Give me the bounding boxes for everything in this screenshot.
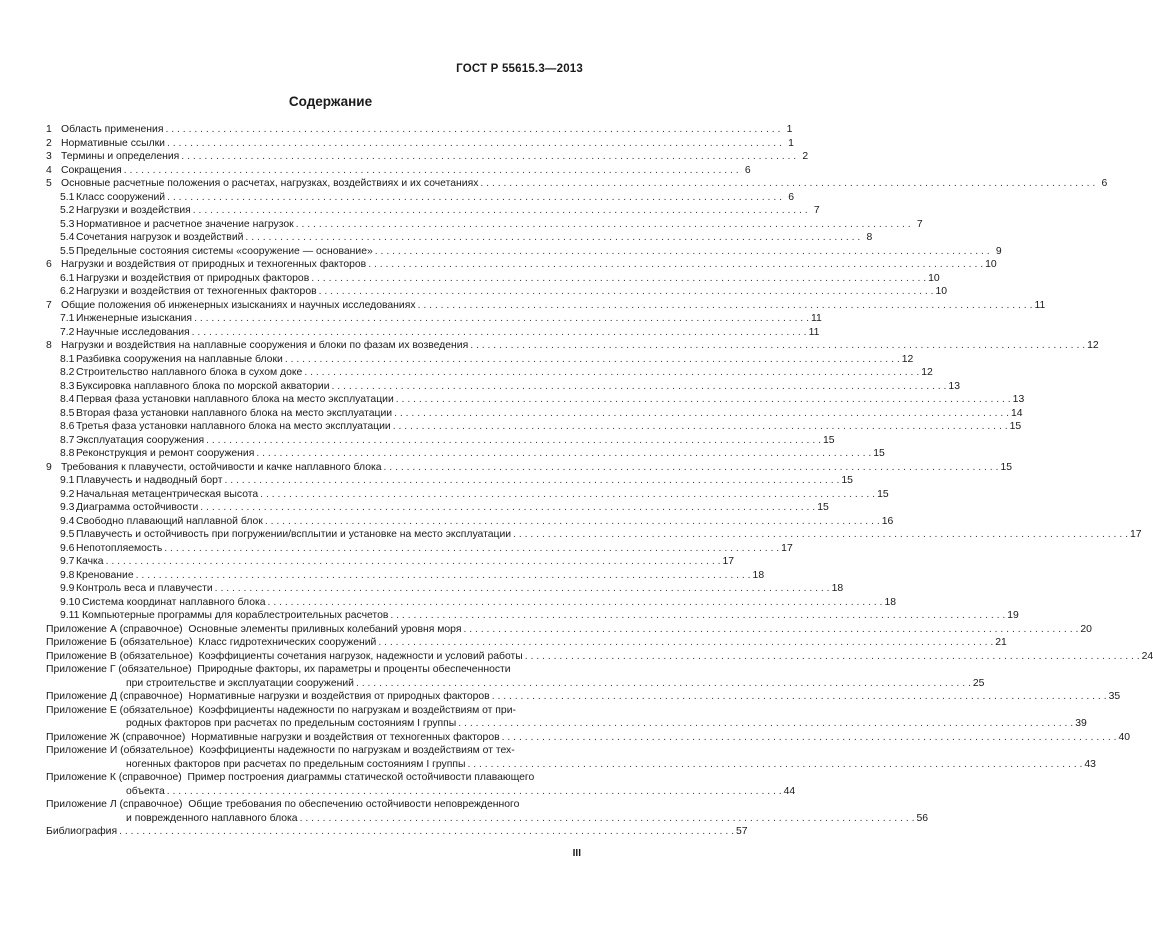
toc-entry-title: Требования к плавучести, остойчивости и качке наплавного блока [61,461,382,473]
toc-entry-page: 17 [722,556,735,567]
toc-appendix-label: Приложение Д (справочное) [46,691,183,702]
toc-leader-dots [192,326,807,340]
toc-entry-title: Нормативное и расчетное значение нагрузок [76,218,294,230]
toc-appendix-entry[interactable] [46,663,985,690]
toc-entry-page: 20 [1080,623,1092,635]
toc-entry-title: Нормативные ссылки [61,137,165,149]
toc-entry[interactable] [46,515,894,529]
toc-entry-title: Сочетания нагрузок и воздействий [76,232,244,243]
toc-entry-number: 8.4 [60,394,75,405]
toc-leader-dots [194,312,809,326]
toc-entry-number: 8 [46,340,52,351]
toc-entry-number: 5.5 [60,245,75,257]
toc-leader-dots [200,501,815,515]
toc-entry-page: 10 [928,272,940,284]
toc-leader-dots [167,785,782,799]
toc-entry[interactable] [46,123,793,137]
toc-appendix-title: объекта [126,785,165,797]
toc-leader-dots [215,582,830,596]
toc-entry-page: 11 [810,313,822,324]
toc-appendix-line [46,690,1121,704]
toc-entry-page: 18 [831,583,844,594]
toc-entry-title: Основные расчетные положения о расчетах, нагрузках, воздействиях и их сочетаниях [61,178,479,189]
toc-entry-title: Нагрузки и воздействия от техногенных факторов [76,286,317,297]
toc-appendix-entry[interactable] [46,798,929,825]
toc-leader-dots [492,690,1107,704]
toc-entry-number: 9.3 [60,502,75,513]
toc-entry-title: Разбивка сооружения на наплавные блоки [76,353,283,365]
toc-leader-dots [463,623,1078,637]
toc-entry-page: 57 [736,826,748,837]
toc-appendix-line [46,731,1131,745]
toc-leader-dots [265,515,880,529]
toc-entry[interactable] [46,285,948,299]
toc-appendix-label: Приложение Г (обязательное) [46,664,192,675]
toc-leader-dots [300,812,915,826]
toc-appendix-line [46,744,583,758]
toc-appendix-label: Приложение А (справочное) [46,623,183,635]
table-of-contents [46,123,1153,839]
toc-entry[interactable] [46,501,829,515]
toc-entry-page: 15 [817,502,829,513]
toc-leader-dots [193,204,808,218]
toc-leader-dots [480,177,1095,191]
toc-leader-dots [167,191,782,205]
toc-entry[interactable] [46,258,997,272]
toc-entry-page: 15 [841,475,853,486]
toc-leader-dots [224,474,839,488]
toc-appendix-line [46,717,1087,731]
toc-entry[interactable] [46,326,820,340]
toc-entry-title: Нагрузки и воздействия от природных и техногенных факторов [61,259,367,270]
toc-appendix-line [46,704,583,718]
toc-sections [46,123,1142,623]
toc-entry-number: 8.7 [60,434,75,446]
toc-appendix-entry[interactable] [46,690,1121,704]
toc-leader-dots [245,231,860,245]
toc-entry-page: 13 [948,380,960,392]
toc-appendix-label: Приложение Б (обязательное) [46,637,193,648]
toc-appendix-entry[interactable] [46,704,1087,731]
toc-leader-dots [285,353,900,367]
toc-entry-page: 6 [788,191,794,203]
toc-appendix-entry[interactable] [46,636,1007,650]
toc-entry[interactable] [46,542,793,556]
toc-entry[interactable] [46,299,1046,313]
toc-entry-page: 15 [873,448,885,459]
page-title: Содержание [288,94,373,109]
toc-appendix-title: Класс гидротехнических сооружений [198,637,377,648]
toc-leader-dots [513,528,1128,542]
toc-leader-dots [124,164,739,178]
toc-entry-page: 15 [877,488,889,500]
toc-entry-number: 5.2 [60,205,75,216]
toc-entry-number: 8.3 [60,380,75,392]
toc-entry-number: 5.1 [60,191,75,203]
toc-entry-title: Буксировка наплавного блока по морской акватории [76,380,330,392]
toc-entry-title: Строительство наплавного блока в сухом доке [76,367,303,378]
toc-entry-number: 5.4 [60,232,75,243]
toc-entry[interactable] [46,393,1025,407]
toc-entry-page: 9 [995,245,1002,257]
toc-entry[interactable] [46,420,1022,434]
toc-leader-dots [384,461,999,475]
toc-entry-number: 9 [46,461,52,473]
toc-appendix-line [46,636,1007,650]
toc-entry-number: 8.2 [60,367,75,378]
toc-entry[interactable] [46,569,765,583]
toc-leader-dots [394,407,1009,421]
toc-entry[interactable] [46,353,914,367]
toc-leader-dots [396,393,1011,407]
toc-leader-dots [390,609,1005,623]
toc-entry-title: Система координат наплавного блока [82,596,266,608]
toc-entry-number: 9.8 [60,569,75,581]
toc-entry-page: 12 [901,353,914,365]
toc-appendix-line [46,650,1153,664]
toc-entry-title: Первая фаза установки наплавного блока на место эксплуатации [76,394,394,405]
toc-entry-title: Реконструкция и ремонт сооружения [76,448,255,459]
toc-entry-title: Область применения [61,124,164,135]
toc-entry-title: Плавучесть и остойчивость при погружении/всплытии и установке на место эксплуатации [76,529,512,540]
toc-leader-dots [470,339,1085,353]
toc-entry-page: 44 [783,785,796,797]
toc-entry[interactable] [46,218,923,232]
toc-entry-number: 6.2 [60,286,75,297]
toc-entry-page: 2 [802,151,809,162]
toc-leader-dots [106,555,721,569]
toc-entry-number: 8.8 [60,448,75,459]
toc-leader-dots [136,569,751,583]
toc-leader-dots [458,717,1073,731]
toc-leader-dots [418,299,1033,313]
toc-entry-number: 9.4 [60,515,75,527]
toc-appendix-label: Приложение В (обязательное) [46,650,193,662]
toc-appendix-entry[interactable] [46,623,1092,637]
toc-leader-dots [332,380,947,394]
toc-entry-number: 2 [46,137,52,149]
toc-entry-title: Сокращения [61,164,122,176]
toc-leader-dots [165,123,780,137]
toc-entry-title: Общие положения об инженерных изысканиях и научных исследованиях [61,299,416,311]
toc-leader-dots [378,636,993,650]
toc-entry-page: 14 [1011,407,1023,419]
toc-entry-number: 4 [46,164,52,176]
toc-appendix-title: Коэффициенты сочетания нагрузок, надежности и условий работы [198,650,523,662]
toc-entry-page: 6 [744,164,751,176]
toc-entry[interactable] [46,447,885,461]
toc-entry[interactable] [46,231,873,245]
toc-leader-dots [525,650,1140,664]
toc-entry[interactable] [46,528,1142,542]
toc-entry-page: 25 [972,677,985,689]
toc-entry[interactable] [46,366,933,380]
toc-leader-dots [296,218,911,232]
toc-entry-title: Нагрузки и воздействия на наплавные сооружения и блоки по фазам их возведения [61,340,469,351]
document-header: ГОСТ Р 55615.3—2013 [456,63,583,75]
toc-appendix-line [46,771,583,785]
toc-entry[interactable] [46,555,735,569]
toc-entry-number: 7.2 [60,326,75,338]
toc-entry-title: Вторая фаза установки наплавного блока на место эксплуатации [76,407,393,419]
toc-leader-dots [467,758,1082,772]
toc-entry-title: Контроль веса и плавучести [76,583,213,594]
toc-appendix-label: Приложение И (обязательное) [46,745,194,756]
toc-entry-page: 18 [752,569,765,581]
toc-entry[interactable] [46,272,940,286]
toc-appendix-line [46,677,985,691]
toc-appendix-title: и поврежденного наплавного блока [126,812,298,824]
toc-appendix-line [46,758,1096,772]
toc-entry-number: 9.2 [60,488,75,500]
toc-leader-dots [206,434,821,448]
toc-entry-page: 15 [1000,461,1012,473]
toc-appendix-entry[interactable] [46,771,796,798]
toc-entry[interactable] [46,312,822,326]
toc-entry-page: 11 [1034,299,1046,311]
toc-entry-title: Класс сооружений [76,191,166,203]
toc-entry-number: 5 [46,178,52,189]
toc-entry[interactable] [46,204,820,218]
toc-appendix-line [46,785,796,799]
toc-leader-dots [256,447,871,461]
toc-leader-dots [311,272,926,286]
toc-entry[interactable] [46,137,794,151]
toc-appendix-title: Коэффициенты надежности по нагрузкам и воздействиям от при- [198,704,516,716]
toc-entry-number: 8.1 [60,353,75,365]
toc-entry-page: 24 [1141,650,1153,662]
toc-entry-number: 7 [46,299,52,311]
toc-entry[interactable] [46,474,853,488]
toc-entry-number: 8.5 [60,407,75,419]
toc-entry-number: 6 [46,259,52,270]
toc-entry-page: 12 [921,367,933,378]
toc-appendix-title: Общие требования по обеспечению остойчивости неповрежденного [188,799,520,810]
toc-entry-page: 7 [813,205,820,216]
toc-entry-page: 15 [1009,421,1022,432]
toc-entry-page: 21 [995,637,1007,648]
toc-entry-page: 13 [1012,394,1025,405]
toc-entry-page: 40 [1118,731,1131,743]
toc-appendix-entry[interactable] [46,731,1131,745]
toc-entry[interactable] [46,582,844,596]
toc-entry-number: 9.5 [60,529,75,540]
toc-appendix-title: Нормативные нагрузки и воздействия от техногенных факторов [191,731,500,743]
toc-entry-title: Диаграмма остойчивости [76,502,199,513]
toc-appendix-label: Приложение Е (обязательное) [46,704,193,716]
toc-entry-page: 35 [1108,691,1121,702]
toc-entry[interactable] [46,164,751,178]
toc-appendix-line [46,663,583,677]
toc-entry-number: 9.6 [60,542,75,554]
toc-entry-page: 1 [788,137,794,149]
toc-entry-number: 1 [46,124,52,135]
toc-entry-page: 17 [1129,529,1142,540]
toc-leader-dots [268,596,883,610]
toc-appendix-title: при строительстве и эксплуатации сооружений [126,677,354,689]
toc-entry-page: 11 [808,326,820,338]
toc-entry-title: Кренование [76,569,134,581]
toc-entry-page: 1 [786,124,793,135]
toc-entry-page: 19 [1007,610,1019,621]
toc-entry-title: Эксплуатация сооружения [76,434,205,446]
toc-leader-dots [167,137,782,151]
toc-entry-number: 6.1 [60,272,75,284]
toc-entry[interactable] [46,339,1099,353]
toc-entry-title: Компьютерные программы для кораблестроительных расчетов [82,610,389,621]
toc-entry-page: 18 [884,596,897,608]
toc-entry-title: Непотопляемость [76,542,163,554]
toc-entry-page: 6 [1101,178,1108,189]
toc-appendix-title: Природные факторы, их параметры и проценты обеспеченности [197,664,511,675]
toc-entry[interactable] [46,596,897,610]
toc-entry-title: Библиография [46,826,118,837]
toc-entry-number: 8.6 [60,421,75,432]
toc-entry-number: 7.1 [60,313,75,324]
toc-entry-page: 8 [866,232,873,243]
toc-entry-number: 3 [46,151,52,162]
toc-entry-title: Третья фаза установки наплавного блока на место эксплуатации [76,421,391,432]
toc-appendix-title: ногенных факторов при расчетах по предельным состояниям I группы [126,758,466,770]
toc-entry-title: Свободно плавающий наплавной блок [76,515,263,527]
toc-entry-title: Начальная метацентрическая высота [76,488,259,500]
toc-leader-dots [304,366,919,380]
toc-entry[interactable] [46,177,1108,191]
toc-appendix-title: Пример построения диаграммы статической остойчивости плавающего [187,772,535,783]
toc-leader-dots [375,245,990,259]
toc-appendix-title: Нормативные нагрузки и воздействия от природных факторов [188,691,490,702]
toc-entry-number: 9.11 [60,610,80,621]
toc-entry[interactable] [46,488,889,502]
toc-entry-number: 9.1 [60,475,75,486]
toc-entry-page: 43 [1084,758,1096,770]
toc-appendix-label: Приложение Ж (справочное) [46,731,186,743]
toc-entry-page: 17 [781,542,793,554]
toc-appendix-label: Приложение К (справочное) [46,772,182,783]
toc-appendices [46,623,1153,826]
toc-entry[interactable] [46,407,1023,421]
toc-entry[interactable] [46,609,1019,623]
toc-appendix-line [46,798,583,812]
toc-leader-dots [356,677,971,691]
toc-entry-title: Нагрузки и воздействия от природных факторов [76,272,310,284]
toc-appendix-entry[interactable] [46,650,1153,664]
toc-entry[interactable] [46,150,809,164]
toc-appendix-line [46,812,929,826]
toc-entry-page: 10 [935,286,948,297]
toc-leader-dots [393,420,1008,434]
toc-entry-page: 10 [985,259,997,270]
toc-leader-dots [260,488,875,502]
toc-entry[interactable] [46,380,960,394]
toc-appendix-line [46,623,1092,637]
toc-leader-dots [502,731,1117,745]
toc-entry-page: 39 [1075,718,1087,729]
toc-entry-title: Нагрузки и воздействия [76,205,191,216]
toc-entry-page: 15 [822,434,835,446]
toc-entry-title: Качка [76,556,104,567]
toc-entry[interactable] [46,191,794,205]
toc-appendix-label: Приложение Л (справочное) [46,799,183,810]
toc-entry-number: 9.7 [60,556,75,567]
toc-entry[interactable] [46,461,1012,475]
toc-entry[interactable] [46,245,1002,259]
page-number-footer: III [572,848,581,859]
toc-entry-number: 9.10 [60,596,81,608]
toc-appendix-entry[interactable] [46,744,1096,771]
toc-leader-dots [164,542,779,556]
toc-entry-bibliography[interactable] [46,825,748,839]
toc-appendix-title: родных факторов при расчетах по предельным состояниям I группы [126,718,457,729]
toc-entry-number: 5.3 [60,218,75,230]
toc-leader-dots [119,825,734,839]
toc-entry-title: Термины и определения [61,151,180,162]
toc-entry-title: Научные исследования [76,326,190,338]
toc-entry-page: 12 [1087,340,1099,351]
toc-leader-dots [319,285,934,299]
toc-entry-page: 56 [916,812,929,824]
toc-entry-page: 16 [881,515,894,527]
toc-entry-title: Плавучесть и надводный борт [76,475,223,486]
toc-leader-dots [368,258,983,272]
toc-entry[interactable] [46,434,835,448]
toc-entry-title: Предельные состояния системы «сооружение — основание» [76,245,373,257]
toc-entry-number: 9.9 [60,583,75,594]
toc-leader-dots [181,150,796,164]
toc-entry-title: Инженерные изыскания [76,313,193,324]
toc-appendix-title: Коэффициенты надежности по нагрузкам и воздействиям от тех- [199,745,515,756]
toc-appendix-title: Основные элементы приливных колебаний уровня моря [188,623,462,635]
toc-entry-page: 7 [916,218,923,230]
